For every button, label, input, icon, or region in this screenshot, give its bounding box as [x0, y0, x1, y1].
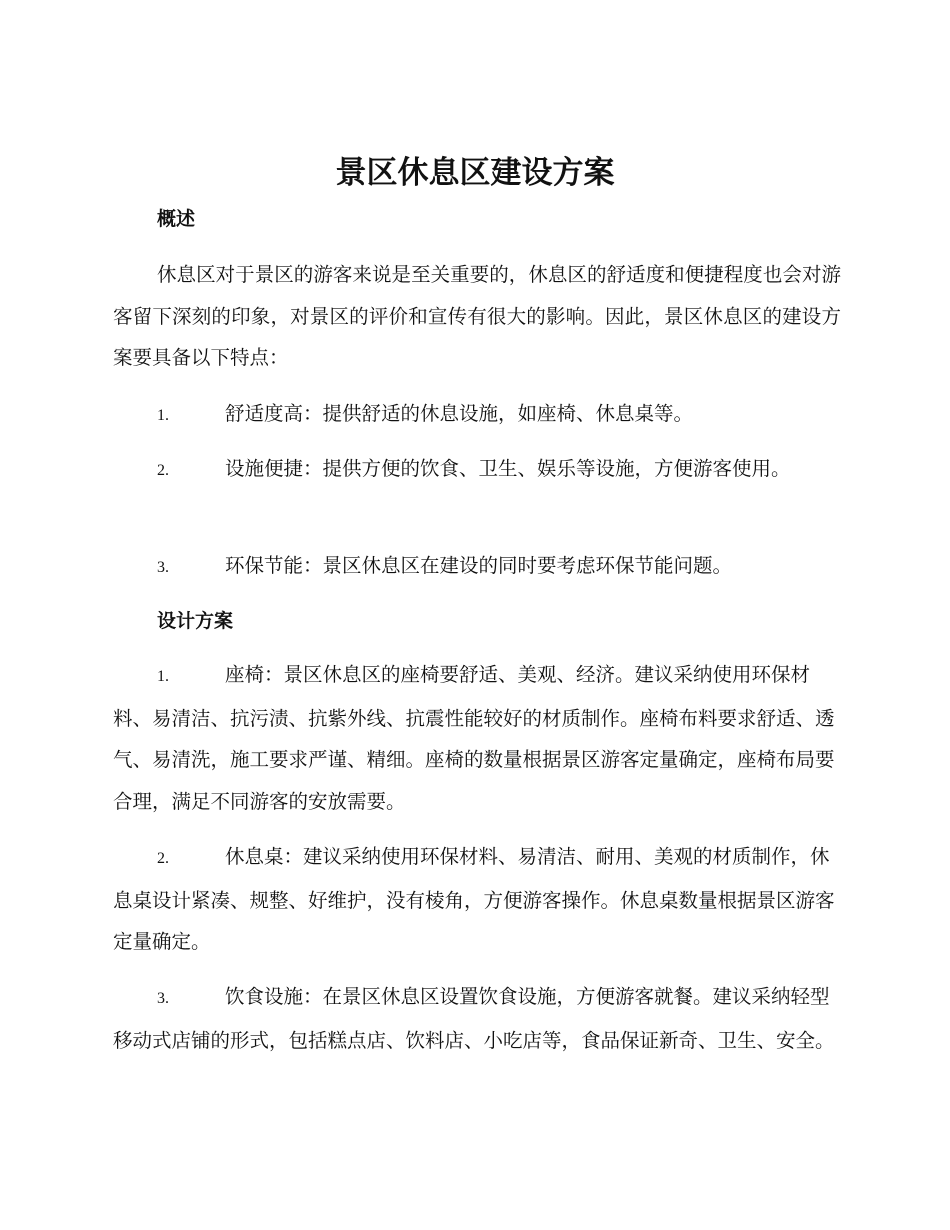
list-number: 2. — [157, 850, 169, 867]
list-text: 设施便捷：提供方便的饮食、卫生、娱乐等设施，方便游客使用。 — [225, 457, 791, 480]
list-text: 座椅：景区休息区的座椅要舒适、美观、经济。建议采纳使用环保材料、易清洁、抗污渍、抗紫外线、抗震性能较好的材质制作。座椅布料要求舒适、透气、易清洗，施工要求严谨、精细。座椅的数量根据景区游客定量确定，座椅布局要合理，满足不同游客的安放需要。 — [113, 663, 835, 813]
section-heading-design-plan: 设计方案 — [157, 610, 234, 632]
design-list-item-2 — [113, 836, 841, 963]
design-list-item-1 — [113, 654, 841, 822]
list-text: 环保节能：景区休息区在建设的同时要考虑环保节能问题。 — [225, 554, 733, 577]
list-number: 3. — [157, 559, 169, 576]
overview-list-item-2 — [113, 448, 841, 492]
design-list-item-3 — [113, 976, 841, 1061]
overview-list-item-3 — [113, 545, 841, 589]
list-number: 1. — [157, 407, 169, 424]
overview-intro-paragraph: 休息区对于景区的游客来说是至关重要的，休息区的舒适度和便捷程度也会对游客留下深刻的印象，对景区的评价和宣传有很大的影响。因此，景区休息区的建设方案要具备以下特点： — [113, 263, 841, 369]
document-title: 景区休息区建设方案 — [335, 155, 615, 191]
list-text: 舒适度高：提供舒适的休息设施，如座椅、休息桌等。 — [225, 402, 694, 425]
list-number: 2. — [157, 462, 169, 479]
section-heading-overview: 概述 — [157, 208, 196, 230]
overview-list-item-1 — [113, 393, 841, 437]
list-number: 1. — [157, 668, 169, 685]
list-text: 休息桌：建议采纳使用环保材料、易清洁、耐用、美观的材质制作，休息桌设计紧凑、规整、好维护，没有棱角，方便游客操作。休息桌数量根据景区游客定量确定。 — [113, 845, 835, 953]
list-number: 3. — [157, 990, 169, 1007]
list-text: 饮食设施：在景区休息区设置饮食设施，方便游客就餐。建议采纳轻型移动式店铺的形式，包括糕点店、饮料店、小吃店等，食品保证新奇、卫生、安全。 — [113, 985, 835, 1052]
